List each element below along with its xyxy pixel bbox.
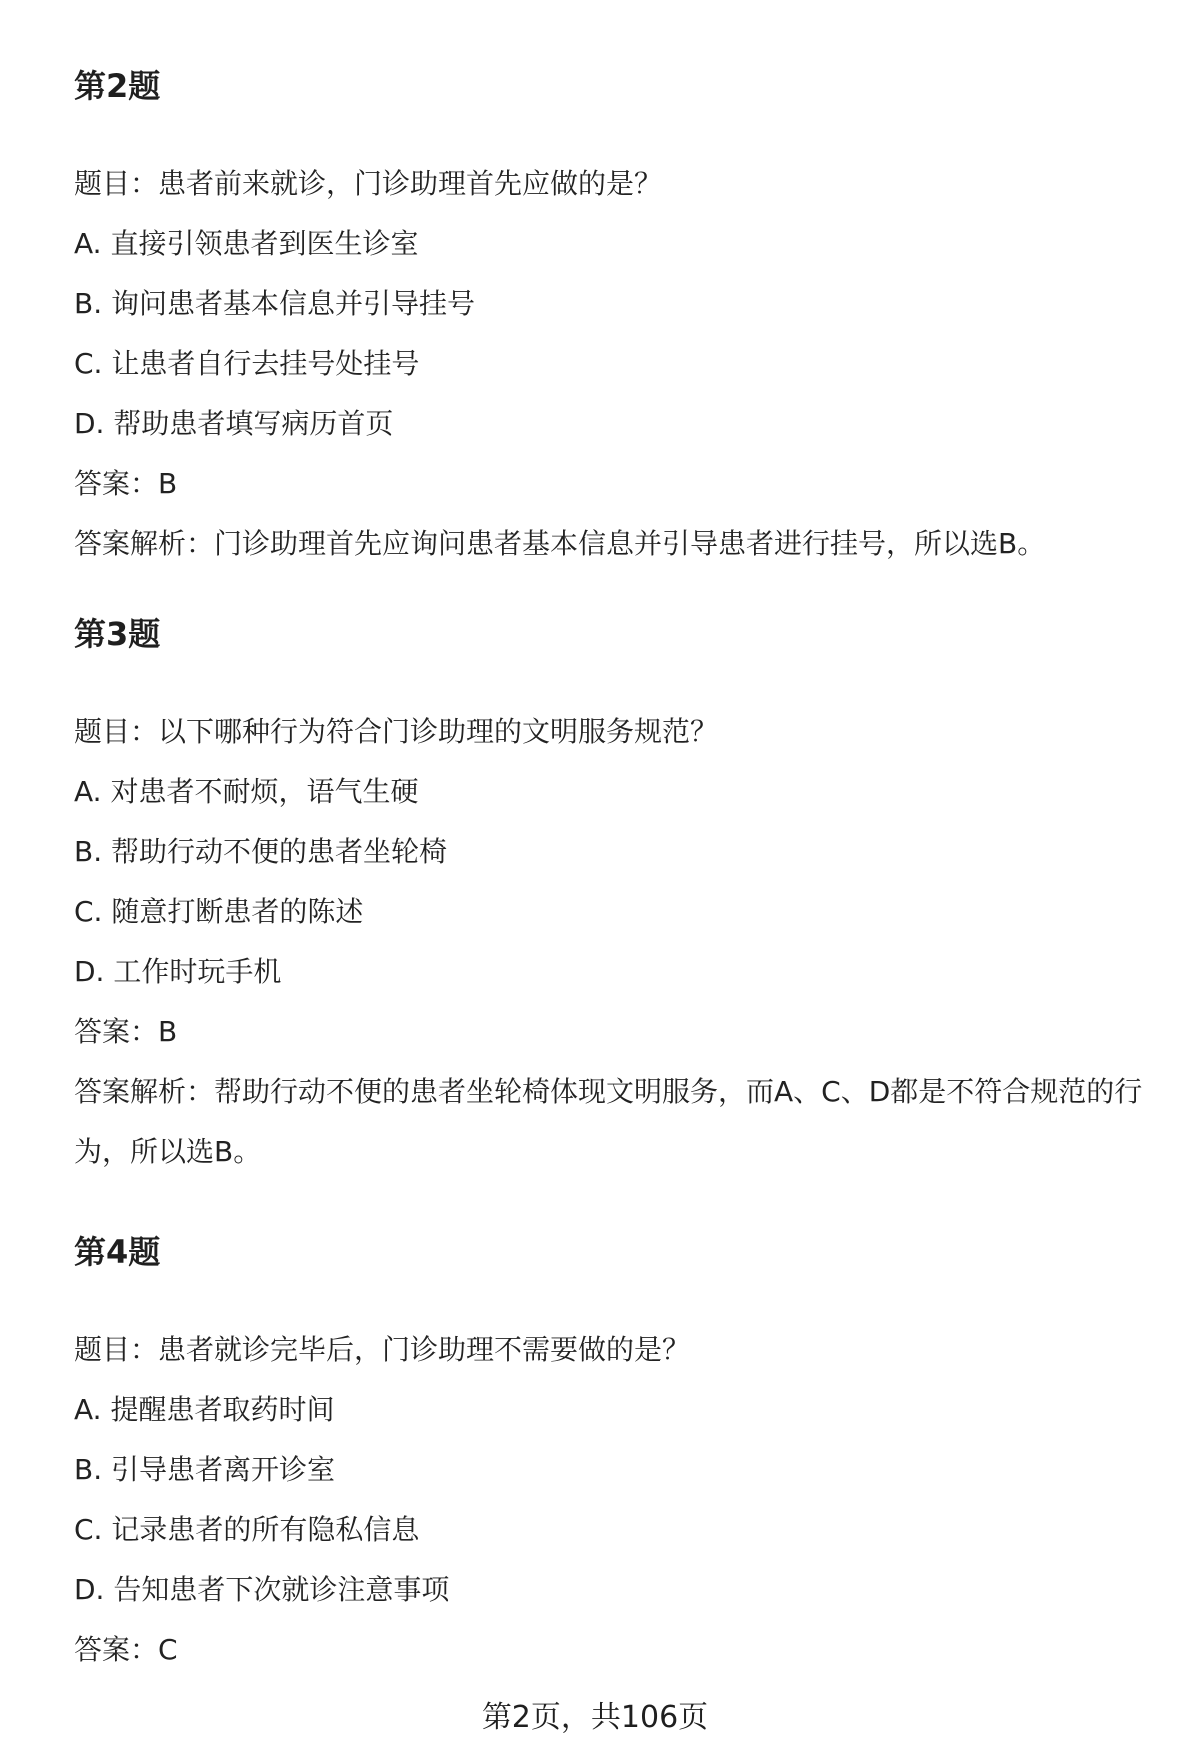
- question-2: [74, 62, 1164, 564]
- question-title: 第2题: [74, 67, 161, 105]
- question-3: [74, 610, 1164, 1182]
- answer: 答案：B: [74, 467, 178, 500]
- question-title: 第3题: [74, 615, 161, 653]
- option-d: D. 帮助患者填写病历首页: [74, 407, 394, 440]
- answer-explanation: 答案解析：帮助行动不便的患者坐轮椅体现文明服务，而A、C、D都是不符合规范的行为，所以选B。: [74, 1075, 1143, 1168]
- question-stem: 题目：以下哪种行为符合门诊助理的文明服务规范？: [74, 715, 719, 748]
- option-b: B. 帮助行动不便的患者坐轮椅: [74, 835, 448, 868]
- question-stem: 题目：患者就诊完毕后，门诊助理不需要做的是？: [74, 1333, 691, 1366]
- option-b: B. 引导患者离开诊室: [74, 1453, 336, 1486]
- question-title: 第4题: [74, 1233, 161, 1271]
- option-a: A. 直接引领患者到医生诊室: [74, 227, 419, 260]
- question-stem: 题目：患者前来就诊，门诊助理首先应做的是？: [74, 167, 663, 200]
- option-c: C. 随意打断患者的陈述: [74, 895, 364, 928]
- option-d: D. 工作时玩手机: [74, 955, 282, 988]
- option-c: C. 让患者自行去挂号处挂号: [74, 347, 420, 380]
- page-number: 第2页，共106页: [481, 1700, 709, 1735]
- option-a: A. 对患者不耐烦，语气生硬: [74, 775, 419, 808]
- option-b: B. 询问患者基本信息并引导挂号: [74, 287, 476, 320]
- question-4: [74, 1228, 1164, 1670]
- answer-explanation: 答案解析：门诊助理首先应询问患者基本信息并引导患者进行挂号，所以选B。: [74, 527, 1046, 560]
- option-c: C. 记录患者的所有隐私信息: [74, 1513, 420, 1546]
- document-content: [74, 62, 1164, 1670]
- answer: 答案：B: [74, 1015, 178, 1048]
- option-d: D. 告知患者下次就诊注意事项: [74, 1573, 450, 1606]
- option-a: A. 提醒患者取药时间: [74, 1393, 335, 1426]
- answer: 答案：C: [74, 1633, 178, 1666]
